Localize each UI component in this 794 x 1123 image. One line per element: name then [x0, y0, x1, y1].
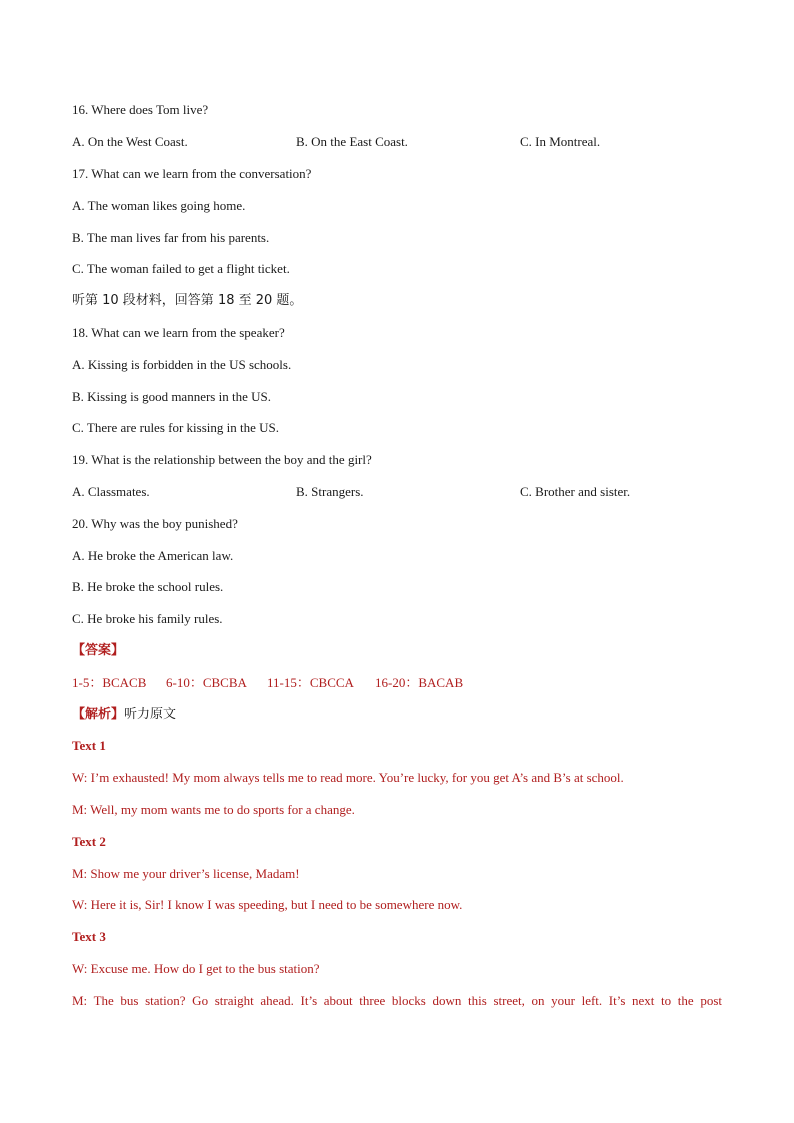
option-c: C. Brother and sister. — [520, 484, 631, 499]
text-title: Text 2 — [72, 834, 106, 849]
option-b: B. The man lives far from his parents. — [72, 230, 270, 245]
answer-group: 1-5：BCACB — [72, 675, 147, 690]
question-19-options — [72, 484, 732, 500]
option-a: A. Kissing is forbidden in the US schools. — [72, 357, 292, 372]
question-17: 17. What can we learn from the conversation? — [72, 166, 312, 181]
text-title: Text 1 — [72, 738, 106, 753]
transcript-line: M: Well, my mom wants me to do sports for a change. — [72, 802, 355, 817]
option-b: B. On the East Coast. — [296, 134, 408, 149]
answer-group: 11-15：CBCCA — [267, 675, 354, 690]
analysis-header: 【解析】 — [72, 707, 125, 722]
section-instruction: 听第 10 段材料，回答第 18 至 20 题。 — [72, 293, 303, 308]
analysis-heading — [72, 707, 176, 723]
answer-group: 16-20：BACAB — [375, 675, 464, 690]
transcript-line: M: Show me your driver’s license, Madam! — [72, 866, 300, 881]
transcript-line: W: Here it is, Sir! I know I was speeding, but I need to be somewhere now. — [72, 897, 463, 912]
question-20: 20. Why was the boy punished? — [72, 516, 238, 531]
option-a: A. Classmates. — [72, 484, 150, 499]
analysis-title: 听力原文 — [124, 707, 177, 722]
option-b: B. Strangers. — [296, 484, 364, 499]
answer-header: 【答案】 — [72, 643, 125, 658]
option-c: C. In Montreal. — [520, 134, 601, 149]
question-18: 18. What can we learn from the speaker? — [72, 325, 285, 340]
answer-key — [72, 675, 463, 691]
option-c: C. There are rules for kissing in the US. — [72, 420, 279, 435]
document-page — [72, 0, 732, 1123]
text-title: Text 3 — [72, 929, 106, 944]
option-b: B. Kissing is good manners in the US. — [72, 389, 271, 404]
question-16: 16. Where does Tom live? — [72, 102, 209, 117]
option-a: A. He broke the American law. — [72, 548, 234, 563]
option-a: A. The woman likes going home. — [72, 198, 246, 213]
question-16-options — [72, 134, 732, 150]
answer-group: 6-10：CBCBA — [166, 675, 247, 690]
option-c: C. He broke his family rules. — [72, 611, 223, 626]
transcript-line: M: The bus station? Go straight ahead. It’s about three blocks down this street, on your left. It’s next to the post — [72, 993, 722, 1008]
transcript-line: W: Excuse me. How do I get to the bus station? — [72, 961, 320, 976]
question-19: 19. What is the relationship between the boy and the girl? — [72, 452, 372, 467]
transcript-line: W: I’m exhausted! My mom always tells me to read more. You’re lucky, for you get A’s and B’s at school. — [72, 770, 624, 785]
option-a: A. On the West Coast. — [72, 134, 188, 149]
option-b: B. He broke the school rules. — [72, 579, 224, 594]
option-c: C. The woman failed to get a flight ticket. — [72, 261, 290, 276]
